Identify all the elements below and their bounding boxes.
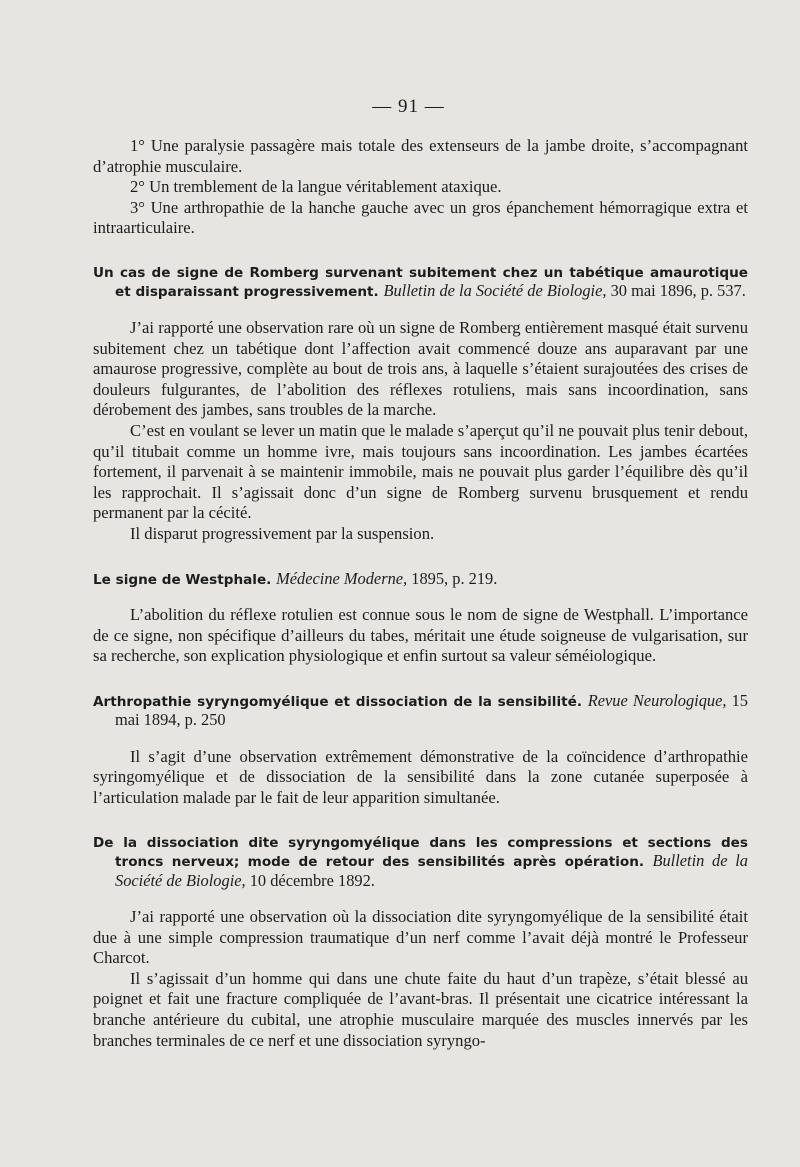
- entry-paragraph: Il s’agit d’une observation extrêmement démonstrative de la coïncidence d’arthropathie syringomyélique et de dissociation de la sensibilité dans la zone cutanée superposée à l’articulation malade par le fait de leur apparition simultanée.: [93, 746, 748, 807]
- entry-title: Un cas de signe de Romberg survenant subitement chez un tabétique amaurotique et disparaissant progressivement.: [93, 264, 748, 301]
- entry-dissociation: [93, 834, 748, 1052]
- intro-item: 3° Une arthropathie de la hanche gauche avec un gros épanchement hémorragique extra et intraarticulaire.: [93, 197, 748, 238]
- entry-heading: [93, 692, 748, 731]
- intro-items: [93, 136, 748, 239]
- entry-paragraph: J’ai rapporté une observation rare où un signe de Romberg entièrement masqué était survenu subitement chez un tabétique dont l’affection avait commencé douze ans auparavant par une amaurose progressive, complète au bout de trois ans, à laquelle s’étaient surajoutées des crises de douleurs fulgurantes, de l’abolition des réflexes rotuliens, mais sans incoordination, sans dérobement des jambes, sans troubles de la marche.: [93, 317, 748, 420]
- entry-ref: 30 mai 1896, p. 537.: [610, 281, 746, 301]
- entry-arthropathie: [93, 692, 748, 809]
- entry-citation: [383, 281, 745, 300]
- entry-title: Le signe de Westphale.: [93, 571, 272, 588]
- entry-heading: [93, 264, 748, 302]
- entry-journal: Bulletin de la Société de Biologie,: [115, 851, 748, 890]
- entry-journal: Bulletin de la Société de Biologie,: [383, 281, 607, 301]
- entry-ref: 15 mai 1894, p. 250: [115, 690, 748, 730]
- entry-romberg: [93, 264, 748, 545]
- entry-paragraph: C’est en voulant se lever un matin que le malade s’aperçut qu’il ne pouvait plus tenir debout, qu’il titubait comme un homme ivre, mais toujours sans incoordination. Les jambes écartées fortement, il parvenait à se maintenir immobile, mais ne pouvait plus garder l’équilibre dès qu’il les rapprochait. Il s’agissait donc d’un signe de Romberg survenu brusquement et rendu permanent par la cécité.: [93, 420, 748, 523]
- entry-title: De la dissociation dite syryngomyélique dans les compressions et sections des troncs nerveux; mode de retour des sensibilités après opération.: [93, 834, 748, 871]
- intro-item: 2° Un tremblement de la langue véritablement ataxique.: [130, 177, 502, 197]
- entry-journal: Médecine Moderne,: [276, 568, 408, 588]
- entry-heading: [93, 570, 748, 590]
- entry-paragraph: Il disparut progressivement par la suspension.: [130, 523, 435, 543]
- entry-paragraph: Il s’agissait d’un homme qui dans une chute faite du haut d’un trapèze, s’était blessé au poignet et fait une fracture compliquée de l’avant-bras. Il présentait une cicatrice intéressant la branche antérieure du cubital, une atrophie musculaire marquée des muscles innervés par les branches terminales de ce nerf et une dissociation syryngo-: [93, 968, 748, 1050]
- entry-citation: [276, 569, 497, 588]
- entry-westphale: [93, 570, 748, 667]
- entry-title: Arthropathie syryngomyélique et dissociation de la sensibilité.: [93, 693, 583, 710]
- entry-paragraph: L’abolition du réflexe rotulien est connue sous le nom de signe de Westphall. L’importance de ce signe, non spécifique d’ailleurs du tabes, méritait une étude soigneuse de vulgarisation, sur sa recherche, son explication physiologique et enfin surtout sa valeur séméiologique.: [93, 605, 748, 666]
- page-number: — 91 —: [372, 96, 445, 117]
- entry-heading: [93, 834, 748, 892]
- entry-ref: 1895, p. 219.: [411, 568, 498, 588]
- entry-paragraph: J’ai rapporté une observation où la dissociation dite syryngomyélique de la sensibilité était due à une simple compression traumatique d’un nerf comme l’avait déjà montré le Professeur Charcot.: [93, 907, 748, 968]
- entry-journal: Revue Neurologique,: [587, 690, 727, 710]
- entry-ref: 10 décembre 1892.: [249, 870, 375, 890]
- intro-item: 1° Une paralysie passagère mais totale des extenseurs de la jambe droite, s’accompagnant d’atrophie musculaire.: [93, 136, 748, 176]
